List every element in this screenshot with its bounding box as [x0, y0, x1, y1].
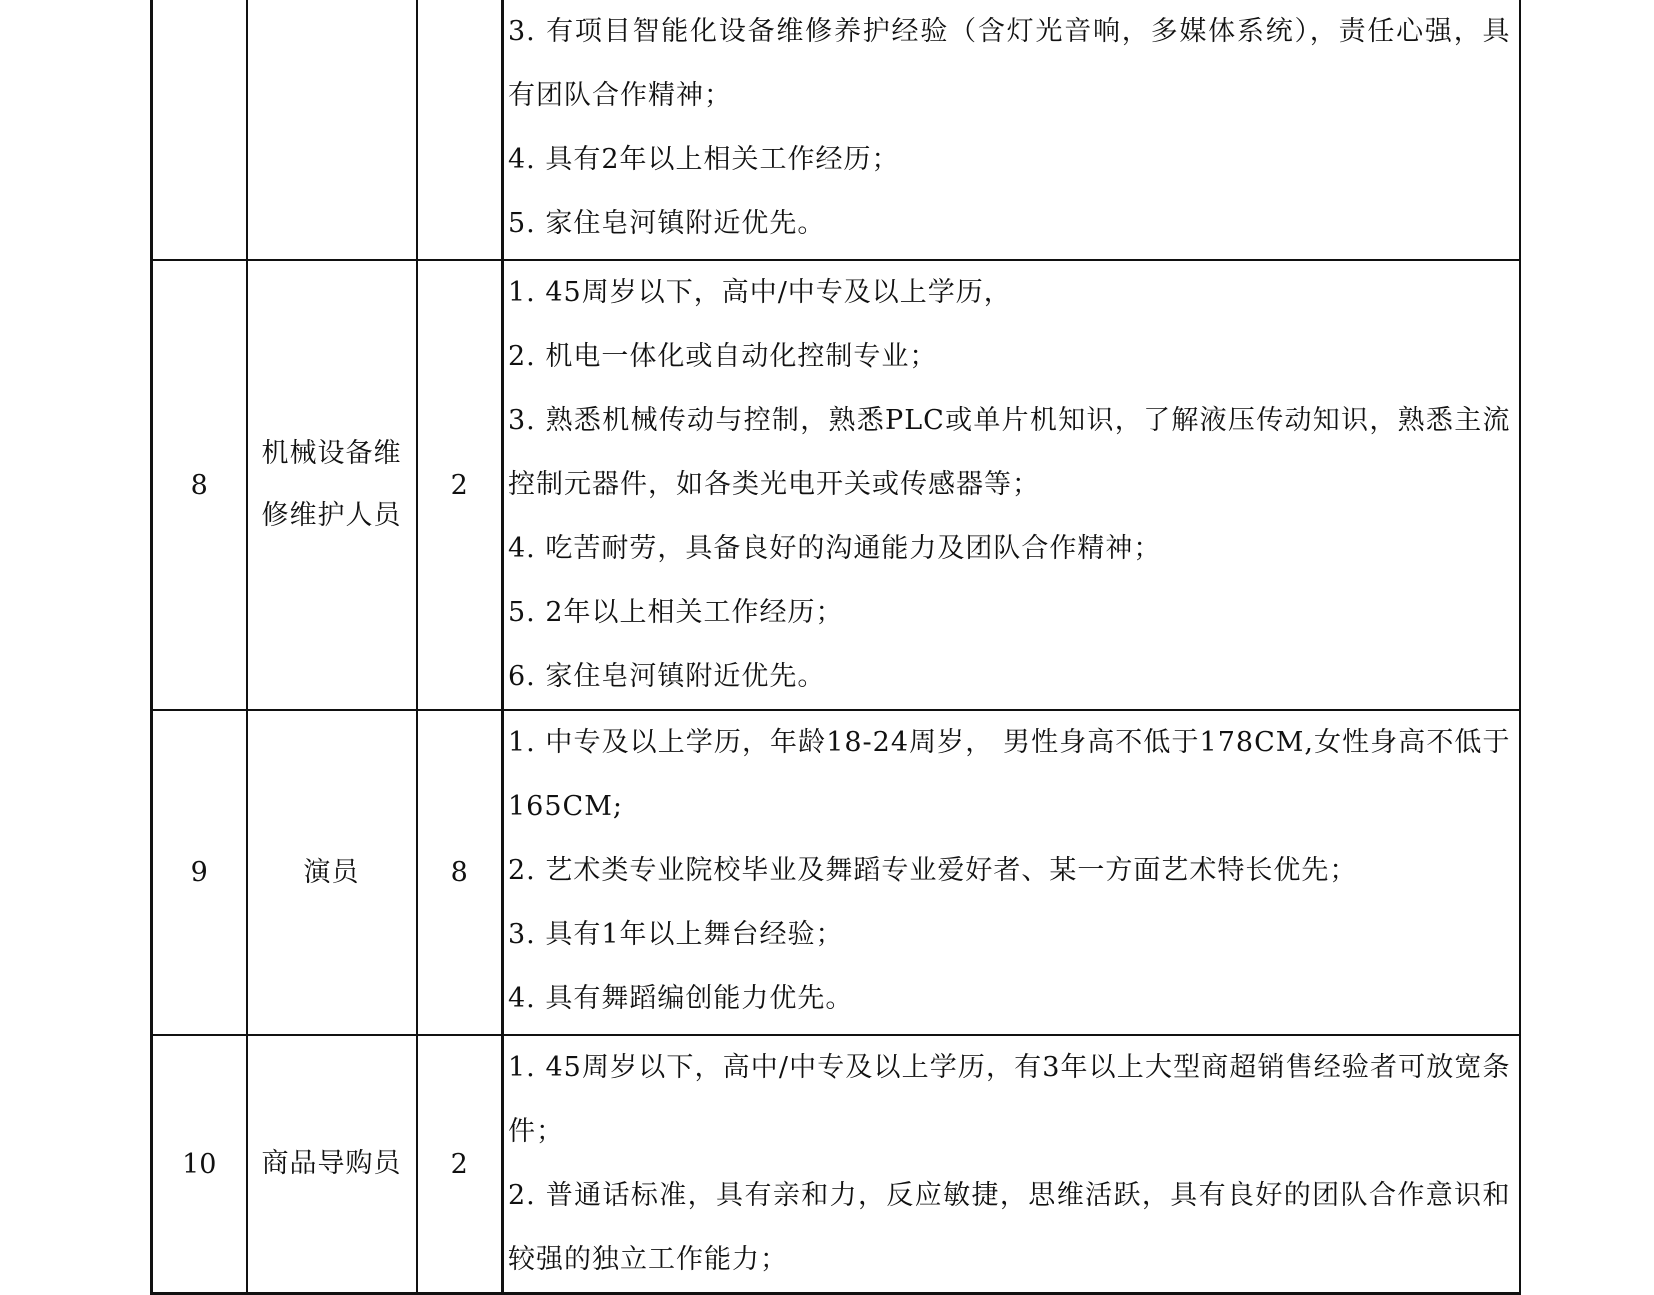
requirement-item: 4. 具有2年以上相关工作经历； — [508, 144, 900, 175]
document-page — [150, 0, 1518, 1294]
requirement-item: 1. 45周岁以下，高中/中专及以上学历， — [508, 277, 1012, 308]
row-number: 10 — [152, 1035, 247, 1294]
table-row — [152, 1035, 1520, 1294]
job-title: 商品导购员 — [247, 1035, 417, 1294]
headcount: 2 — [417, 1035, 503, 1294]
requirement-item: 1. 45周岁以下，高中/中专及以上学历，有3年以上大型商超销售经验者可放宽条件； — [508, 1052, 1511, 1147]
requirement-item: 1. 中专及以上学历，年龄18-24周岁， 男性身高不低于178CM,女性身高不低于165CM; — [508, 727, 1511, 822]
row-number: 9 — [152, 710, 247, 1035]
job-title: 演员 — [247, 710, 417, 1035]
requirement-item: 3. 具有1年以上舞台经验； — [508, 919, 844, 950]
requirement-item: 2. 机电一体化或自动化控制专业； — [508, 341, 938, 372]
requirement-item: 2. 普通话标准，具有亲和力，反应敏捷，思维活跃，具有良好的团队合作意识和较强的独立工作能力； — [508, 1180, 1511, 1275]
headcount — [417, 0, 503, 260]
job-requirements-table — [150, 0, 1521, 1295]
requirement-item: 3. 有项目智能化设备维修养护经验（含灯光音响，多媒体系统），责任心强，具有团队合作精神； — [508, 16, 1511, 111]
job-title — [247, 0, 417, 260]
requirement-item: 4. 吃苦耐劳，具备良好的沟通能力及团队合作精神； — [508, 533, 1162, 564]
requirements-cell — [503, 710, 1520, 1035]
row-number — [152, 0, 247, 260]
table-row — [152, 0, 1520, 260]
requirement-item: 6. 家住皂河镇附近优先。 — [508, 661, 826, 692]
requirements-cell — [503, 1035, 1520, 1294]
table-row — [152, 710, 1520, 1035]
requirement-item: 3. 熟悉机械传动与控制，熟悉PLC或单片机知识，了解液压传动知识，熟悉主流控制元器件，如各类光电开关或传感器等； — [508, 405, 1511, 500]
headcount: 2 — [417, 260, 503, 710]
requirement-item: 4. 具有舞蹈编创能力优先。 — [508, 983, 854, 1014]
requirement-item: 5. 2年以上相关工作经历； — [508, 597, 844, 628]
headcount: 8 — [417, 710, 503, 1035]
job-title: 机械设备维修维护人员 — [247, 260, 417, 710]
requirement-item: 2. 艺术类专业院校毕业及舞蹈专业爱好者、某一方面艺术特长优先； — [508, 855, 1358, 886]
row-number: 8 — [152, 260, 247, 710]
table-row — [152, 260, 1520, 710]
requirements-cell — [503, 260, 1520, 710]
requirement-item: 5. 家住皂河镇附近优先。 — [508, 208, 826, 239]
requirements-cell — [503, 0, 1520, 260]
